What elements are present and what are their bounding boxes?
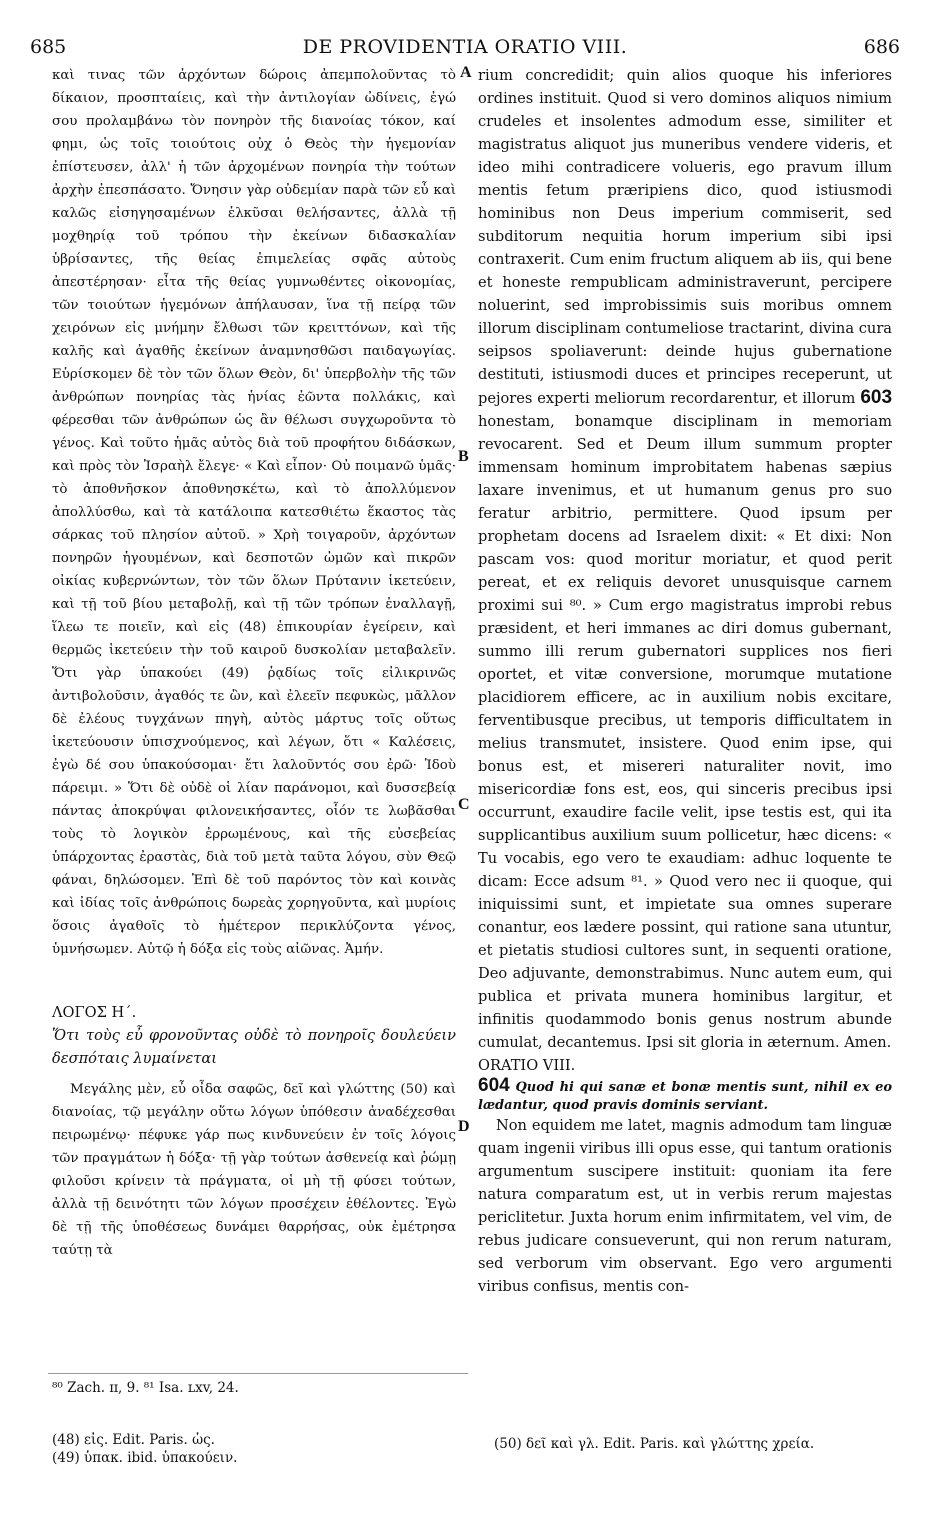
latin-subtitle-block: [478, 1077, 892, 1114]
column-number-603: 603: [860, 387, 893, 408]
latin-subtitle: Quod hi qui sanæ et bonæ mentis sunt, nihil ex eo lædantur, quod pravis dominis serviant.: [478, 1080, 893, 1113]
page-number-right: 686: [863, 36, 900, 58]
latin-column: [478, 64, 892, 1298]
latin-paragraph-1-text: rium concredidit; quin alios quoque his inferiores ordines instituit. Quod si vero dominos aliquos nimium crudeles et insolentes admodum esse, similiter et magistratus aliquot jus muneribus vendere videris, et ideo mihi contradicere volueris, ego pravum illum mentis fetum præripiens dico, quod istiusmodi hominibus non Deus imperium commiserit, sed subditorum nequitia horum imperium sibi ipsi contraxerit. Cum enim fructum aliquem ab iis, qui bene et honeste rempublicam administraverunt, percipere noluerint, sed improbissimis suis moribus omnem illorum disciplinam contumeliose tractarint, divina cura seipsos spoliaverunt: deinde hujus gubernatione destituti, istiusmodi duces et principes receperunt, ut pejores experti meliorum recordarentur, et illorum: [478, 67, 892, 407]
margin-marker-d: D: [458, 1118, 470, 1135]
greek-paragraph-2: Μεγάλης μὲν, εὖ οἶδα σαφῶς, δεῖ καὶ γλώττης (50) καὶ διανοίας, τῷ μεγάλην οὕτω λόγων ὑπόθεσιν ἀναδέχεσθαι πειρωμένῳ· πέφυκε γάρ πως κινδυνεύειν ἐν τοῖς λόγοις τῶν πραγμάτων ἡ δόξα· τῇ γὰρ τούτων ἀσθενείᾳ καὶ ῥώμῃ φιλοῦσι κρίνειν τὰ πράγματα, οἱ μὴ τῇ φύσει τούτων, ἀλλὰ τῇ δεινότητι τῶν λόγων προσέχειν ἐθέλοντες. Ἐγὼ δὲ τῇ τῆς ὑποθέσεως δυνάμει θαρρήσας, οὐκ ἐμέτρησα ταύτῃ τὰ: [52, 1082, 456, 1258]
greek-heading: ΛΟΓΟΣ Η΄.: [52, 1004, 137, 1021]
greek-paragraph-1: καὶ τινας τῶν ἀρχόντων δώροις ἀπεμπολοῦντας τὸ δίκαιον, προσπταίεις, καὶ τὴν ἀντιλογίαν ὠδίνεις, ἐγώ σου προλαμβάνω τὸν πονηρὸν τῆς διανοίας τόκον, καί φημι, ὡς τοῖς τοιούτοις οὐχ ὁ Θεὸς τὴν ἡγεμονίαν ἐπίστευσεν, ἀλλ' ἡ τῶν ἀρχομένων πονηρία τὴν τούτων ἀρχὴν ἐπεσπάσατο. Ὄνησιν γὰρ οὐδεμίαν παρὰ τῶν εὖ καὶ καλῶς εἰσηγησαμένων ἑλκῦσαι θελήσαντες, ἀλλὰ τῇ μοχθηρίᾳ τοῦ τρόπου τὴν ἐκείνων διδασκαλίαν ὑβρίσαντες, τῆς θείας ἐπιμελείας σφᾶς αὐτοὺς ἀπεστέρησαν· εἶτα τῆς θείας γυμνωθέντες οἰκονομίας, τῶν τοιούτων ἡγεμόνων ἀπήλαυσαν, ἵνα τῇ πείρᾳ τῶν χειρόνων εἰς μνήμην ἔλθωσι τῶν κρειττόνων, καὶ τῆς καλῆς καὶ ἀγαθῆς ἐκείνων ἀναμνησθῶσι παιδαγωγίας. Εὑρίσκομεν δὲ τὸν τῶν ὅλων Θεὸν, δι' ὑπερβολὴν τῆς τῶν ἀνθρώπων πονηρίας τὰς ἡνίας ἐῶντα πολλάκις, καὶ φέρεσθαι τῶν ἀνθρώπων ὡς ἂν θέλωσι συγχωροῦντα τὸ γένος. Καὶ τοῦτο ἡμᾶς αὐτὸς διὰ τοῦ προφήτου διδάσκων, καὶ πρὸς τὸν Ἰσραὴλ ἔλεγε· « Καὶ εἶπον· Οὐ ποιμανῶ ὑμᾶς· τὸ ἀποθνῆσκον ἀποθνησκέτω, καὶ τὸ ἀπολλύμενον ἀπολλύσθω, καὶ τὰ κατάλοιπα κατεσθιέτω ἕκαστος τὰς σάρκας τοῦ πλησίον αὐτοῦ. » Χρὴ τοιγαροῦν, ἀρχόντων πονηρῶν ἡγουμένων, καὶ δεσποτῶν ὠμῶν καὶ πικρῶν οἰκίας κυβερνώντων, τὸν τῶν ὅλων Πρύτανιν ἱκετεύειν, καὶ τῇ τοῦ βίου μεταβολῇ, καὶ τῇ τῶν τρόπων ἐναλλαγῇ, ἵλεω τε ποιεῖν, καὶ εἰς (48) ἐπικουρίαν ἐγείρειν, καὶ θερμῶς ἱκετεύειν τὴν τοῦ καιροῦ δυσκολίαν μεταβαλεῖν. Ὅτι γὰρ ὑπακούει (49) ῥᾳδίως τοῖς εἰλικρινῶς ἀντιβολοῦσιν, ἀγαθός τε ὢν, καὶ ἐλεεῖν πεφυκὼς, μᾶλλον δὲ ἐλέους τυγχάνων πηγὴ, αὐτὸς μάρτυς τοῖς οὕτως ἱκετεύουσιν ὑπισχνούμενος, καὶ λέγων, ὅτι « Καλέσεις, ἐγὼ δέ σου ὑπακούσομαι· ἔτι λαλοῦντός σου ἐρῶ· Ἰδοὺ πάρειμι. » Ὅτι δὲ οὐδὲ οἱ λίαν παράνομοι, καὶ δυσσεβείᾳ πάντας ἀποκρύψαι φιλονεικήσαντες, οἷόν τε λωβᾶσθαι τοὺς τὸ λογικὸν ἐρρωμένους, καὶ τῆς εὐσεβείας ὑπάρχοντας ἐραστὰς, διὰ τοῦ μετὰ ταῦτα λόγου, σὺν Θεῷ φάναι, δηλώσομεν. Ἐπὶ δὲ τοῦ παρόντος τὸν καὶ κοινὰς καὶ ἰδίας τοῖς ἀνθρώποις δωρεὰς χορηγοῦντα, καὶ μυρίοις ὅσοις ἀγαθοῖς τὸ ἡμέτερον περικλύζοντα γένος, ὑμνήσωμεν. Αὐτῷ ἡ δόξα εἰς τοὺς αἰῶνας. Ἀμήν.: [52, 68, 456, 957]
margin-marker-b: B: [458, 448, 469, 465]
latin-paragraph-1: [478, 64, 892, 1054]
footnote-48: (48) εἰς. Edit. Paris. ὡς.: [52, 1432, 215, 1448]
running-head: [30, 36, 900, 62]
greek-subtitle: Ὅτι τοὺς εὖ φρονοῦντας οὐδὲ τὸ πονηροῖς δουλεύειν δεσπόταις λυμαίνεται: [52, 1027, 456, 1067]
page-title: DE PROVIDENTIA ORATIO VIII.: [302, 36, 628, 58]
footnote-50: (50) δεῖ καὶ γλ. Edit. Paris. καὶ γλώττης χρεία.: [494, 1436, 815, 1452]
latin-paragraph-1-continuation: honestam, bonamque disciplinam in memoriam revocarent. Sed et Deum illum summum propter immensam hominum improbitatem habenas sæpius laxare invenimus, et ut humanum genus pro suo feratur arbitrio, permittere. Quod ipsum per prophetam docens ad Israelem dixit: « Et dixi: Non pascam vos: quod moritur moriatur, et quod perit pereat, et ex reliquis devoret unusquisque carnem proximi sui ⁸⁰. » Cum ergo magistratus improbi rebus præsident, et heri immanes ac diri domus gubernant, summo illi rerum gubernatori supplices nos fieri oportet, et vitæ conversione, morumque mutatione placidiorem efficere, ac in auxilium nobis excitare, ferventibusque precibus, ut temporis difficultatem in melius transmutet, insistere. Quod enim ipse, qui bonus est, et misereri naturaliter novit, imo misericordiæ fons est, eos, qui sinceris precibus ipsi occurrunt, exaudire facile velit, ipse testis est, qui ita supplicantibus auxilium suum pollicetur, hæc dicens: « Tu vocabis, ego vero te exaudiam: adhuc loquente te dicam: Ecce adsum ⁸¹. » Quod vero nec ii quoque, qui iniquissimi sunt, et impietate sua omnes superare conantur, eos lædere possint, qui ratione sana utuntur, et pietatis studiosi cultores sunt, in sequenti oratione, Deo adjuvante, demonstrabimus. Nunc autem eum, qui publica et privata munera hominibus largitur, et infinitis quodammodo bonis genus nostrum abunde cumulat, decantemus. Ipsi sit gloria in æternum. Amen.: [478, 413, 892, 1051]
scripture-references: ⁸⁰ Zach. ɪɪ, 9. ⁸¹ Isa. ʟxv, 24.: [52, 1380, 239, 1396]
column-number-604: 604: [478, 1075, 510, 1096]
footnote-rule: [48, 1373, 468, 1374]
latin-paragraph-2: Non equidem me latet, magnis admodum tam linguæ quam ingenii viribus illi opus esse, qui tantum orationis argumentum suscipere instituit: quoniam ita fere natura comparatum est, ut in verbis rerum majestas periclitetur. Juxta horum enim infirmitatem, vel vim, de rebus judicare consueverunt, qui non rerum naturam, sed verborum vim observant. Ego vero argumenti viribus confisus, mentis con-: [478, 1117, 892, 1295]
margin-marker-a: A: [460, 64, 472, 81]
margin-marker-c: C: [458, 796, 470, 813]
footnote-49: (49) ὑπακ. ibid. ὑπακούειν.: [52, 1450, 238, 1466]
page-number-left: 685: [30, 36, 67, 58]
greek-column: [52, 64, 456, 1262]
latin-heading: ORATIO VIII.: [478, 1057, 576, 1074]
